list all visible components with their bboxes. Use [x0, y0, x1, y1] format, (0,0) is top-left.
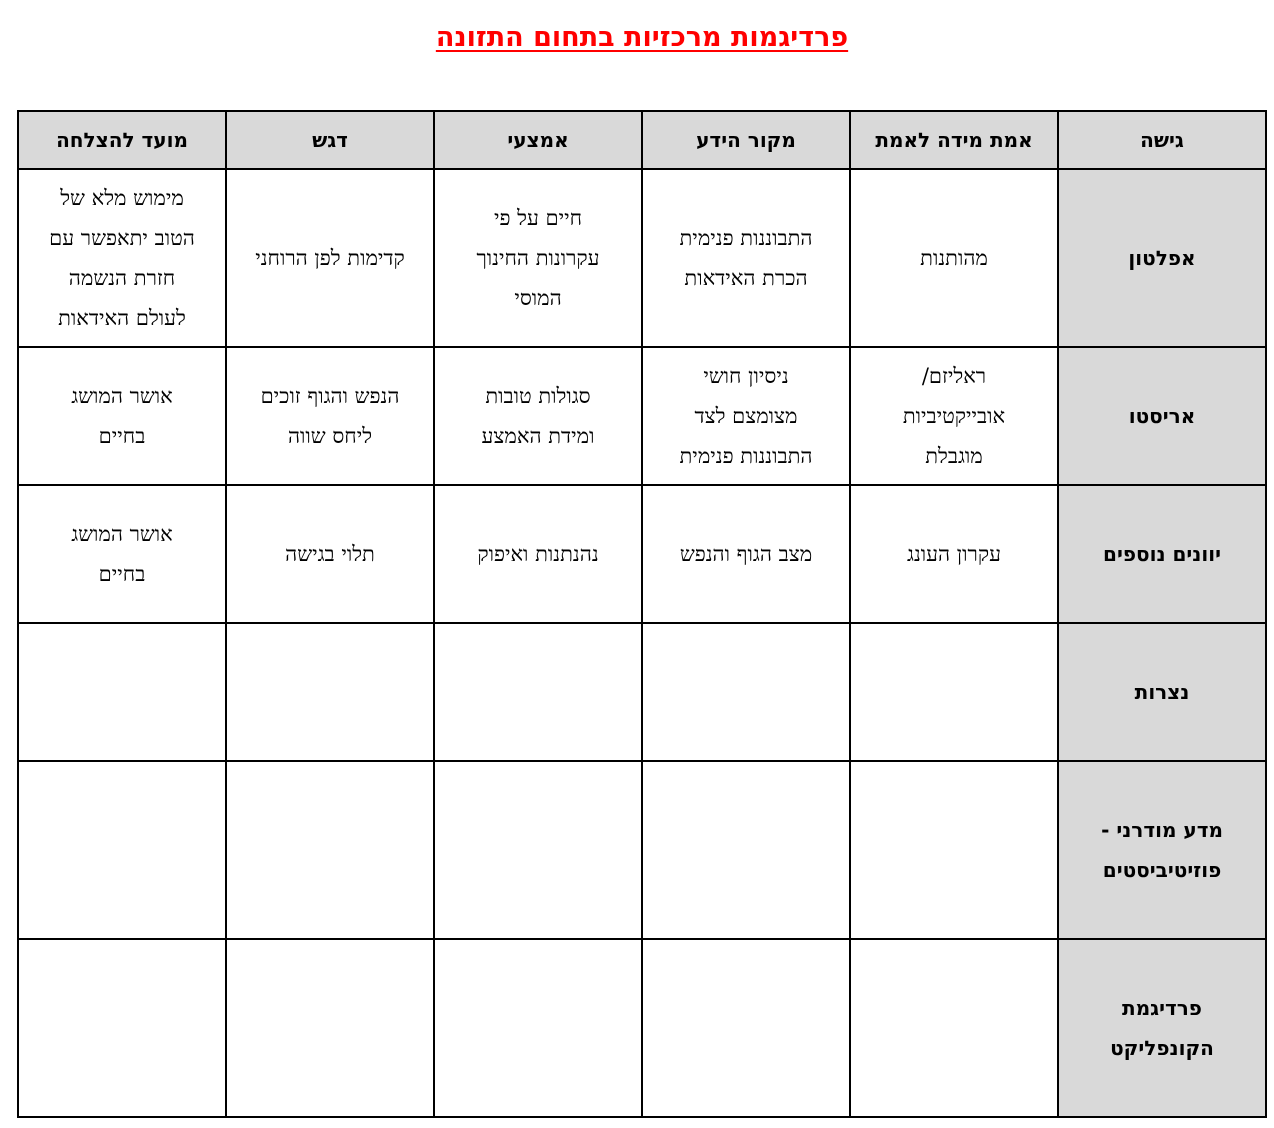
cell-text: עקרון העונג [907, 542, 1001, 566]
cell-text: התבוננות פנימית הכרת האידאות [679, 226, 813, 290]
cell-emphasis [226, 623, 434, 761]
cell-means [434, 485, 642, 623]
table-row [18, 485, 1266, 623]
header-truth-criterion: אמת מידה לאמת [850, 111, 1058, 169]
cell-truth-criterion [850, 761, 1058, 939]
cell-means [434, 169, 642, 347]
header-emphasis: דגש [226, 111, 434, 169]
cell-knowledge-source [642, 347, 850, 485]
cell-text: מדע מודרני - פוזיטיביסטים [1101, 818, 1223, 882]
row-head-approach [1058, 761, 1266, 939]
cell-success-time [18, 169, 226, 347]
cell-text: נהנתנות ואיפוק [477, 542, 599, 566]
cell-emphasis [226, 347, 434, 485]
cell-emphasis [226, 485, 434, 623]
cell-truth-criterion [850, 939, 1058, 1117]
cell-text: סגולות טובות ומידת האמצע [481, 384, 595, 448]
row-head-approach [1058, 347, 1266, 485]
page-title: פרדיגמות מרכזיות בתחום התזונה [435, 22, 849, 53]
cell-truth-criterion [850, 347, 1058, 485]
cell-text: אריסטו [1128, 404, 1196, 428]
cell-success-time [18, 623, 226, 761]
header-approach: גישה [1058, 111, 1266, 169]
cell-success-time [18, 347, 226, 485]
cell-text: חיים על פי עקרונות החינוך המוסי [476, 206, 600, 310]
cell-emphasis [226, 761, 434, 939]
cell-knowledge-source [642, 169, 850, 347]
cell-knowledge-source [642, 623, 850, 761]
cell-emphasis [226, 169, 434, 347]
cell-text: קדימות לפן הרוחני [255, 246, 405, 270]
header-means: אמצעי [434, 111, 642, 169]
cell-text: מימוש מלא של הטוב יתאפשר עם חזרת הנשמה לעולם האידאות [49, 186, 195, 330]
cell-truth-criterion [850, 623, 1058, 761]
row-head-approach [1058, 169, 1266, 347]
row-head-approach [1058, 623, 1266, 761]
row-head-approach [1058, 939, 1266, 1117]
row-head-approach [1058, 485, 1266, 623]
cell-text: הנפש והגוף זוכים ליחס שווה [260, 384, 400, 448]
cell-text: אפלטון [1128, 246, 1196, 270]
table-row [18, 939, 1266, 1117]
cell-success-time [18, 761, 226, 939]
cell-means [434, 939, 642, 1117]
cell-text: אושר המושג בחיים [71, 522, 173, 586]
cell-text: פרדיגמת הקונפליקט [1110, 996, 1214, 1060]
cell-text: אושר המושג בחיים [71, 384, 173, 448]
cell-text: ניסיון חושי מצומצם לצד התבוננות פנימית [679, 364, 813, 468]
cell-knowledge-source [642, 939, 850, 1117]
cell-text: מצב הגוף והנפש [679, 542, 813, 566]
cell-knowledge-source [642, 761, 850, 939]
cell-success-time [18, 485, 226, 623]
cell-truth-criterion [850, 485, 1058, 623]
cell-text: מהותנות [920, 246, 988, 270]
paradigms-table [17, 110, 1267, 1118]
cell-means [434, 347, 642, 485]
cell-text: תלוי בגישה [285, 542, 375, 566]
table-row [18, 623, 1266, 761]
header-row [18, 111, 1266, 169]
cell-success-time [18, 939, 226, 1117]
header-knowledge-source: מקור הידע [642, 111, 850, 169]
cell-knowledge-source [642, 485, 850, 623]
table-row [18, 761, 1266, 939]
header-success-time: מועד להצלחה [18, 111, 226, 169]
cell-means [434, 623, 642, 761]
cell-emphasis [226, 939, 434, 1117]
cell-means [434, 761, 642, 939]
table-row [18, 169, 1266, 347]
cell-text: ראליזם/ אובייקטיביות מוגבלת [902, 364, 1006, 468]
cell-truth-criterion [850, 169, 1058, 347]
cell-text: יוונים נוספים [1103, 542, 1221, 566]
cell-text: נצרות [1134, 680, 1190, 704]
table-row [18, 347, 1266, 485]
